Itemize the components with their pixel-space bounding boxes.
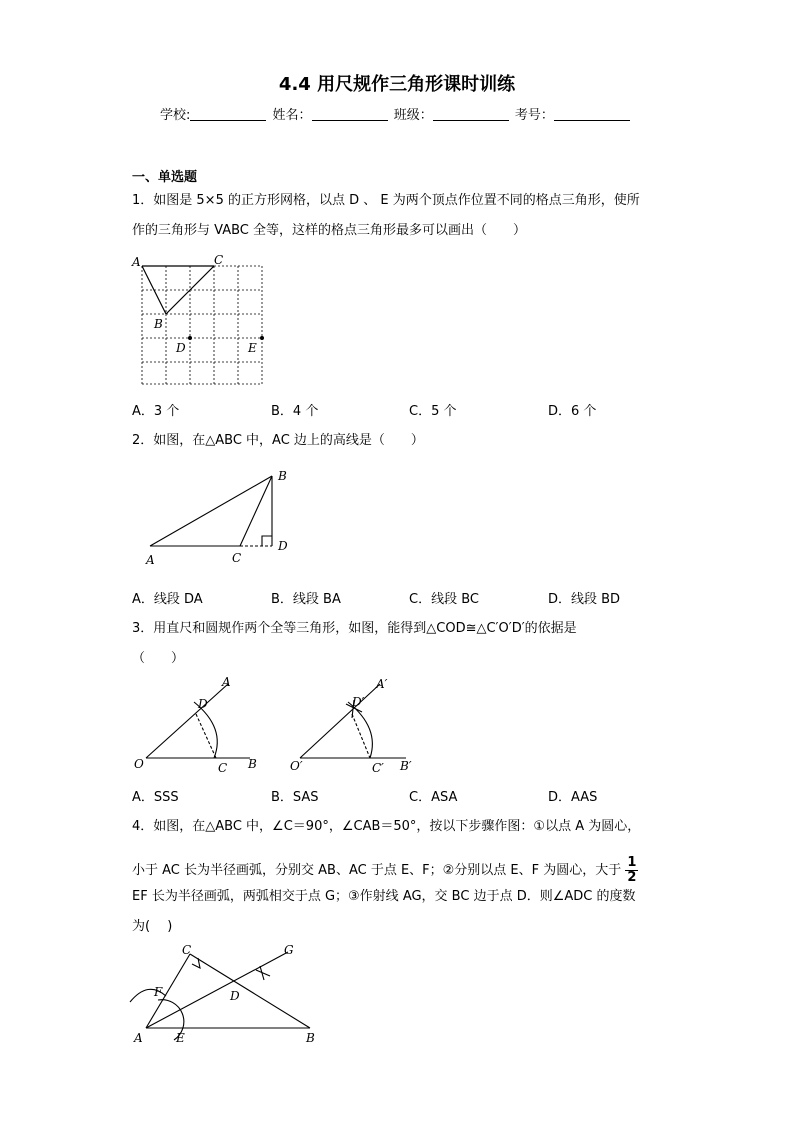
- label-e: E: [176, 1031, 185, 1045]
- page-title: 4.4 用尺规作三角形课时训练: [278, 74, 516, 95]
- class-label: 班级：: [393, 108, 433, 123]
- q2-option-a[interactable]: A．线段 DA: [132, 592, 203, 607]
- school-blank[interactable]: [190, 108, 266, 121]
- fraction-one-half: [625, 856, 638, 885]
- label-d: D: [176, 341, 186, 355]
- q2-option-d[interactable]: D．线段 BD: [548, 592, 621, 607]
- question-3-line-1: 3．用直尺和圆规作两个全等三角形，如图，能得到△COD≅△C′O′D′的依据是: [132, 621, 577, 636]
- label-a: A: [146, 553, 155, 567]
- class-blank[interactable]: [433, 108, 509, 121]
- label-e: E: [248, 341, 257, 355]
- point-d: [188, 336, 192, 340]
- label-c: C: [214, 253, 224, 267]
- label-b-prime: B′: [400, 759, 412, 773]
- question-1-line-1: 1．如图是 5×5 的正方形网格，以点 D 、 E 为两个顶点作位置不同的格点三角形，使所: [132, 193, 640, 208]
- q3-option-c[interactable]: C．ASA: [409, 790, 458, 805]
- q2-option-c[interactable]: C．线段 BC: [409, 592, 479, 607]
- fraction-denominator: 2: [627, 870, 637, 885]
- q1-option-a[interactable]: A．3 个: [132, 404, 180, 419]
- section-title: 一、单选题: [132, 170, 198, 185]
- question-4-line-2-text: 小于 AC 长为半径画弧，分别交 AB、AC 于点 E、F；②分别以点 E、F 为圆心，大于: [132, 863, 622, 878]
- q1-option-d[interactable]: D．6 个: [548, 404, 597, 419]
- label-d-prime: D′: [352, 695, 365, 709]
- triangle-abc-height: [150, 476, 272, 546]
- q3-option-a[interactable]: A．SSS: [132, 790, 179, 805]
- fraction-numerator: 1: [627, 855, 637, 870]
- student-info-line: [160, 104, 632, 123]
- label-o: O: [134, 757, 144, 771]
- exam-no-blank[interactable]: [554, 108, 630, 121]
- name-blank[interactable]: [312, 108, 388, 121]
- question-3-figures: [130, 672, 430, 782]
- label-a-prime: A′: [376, 677, 388, 691]
- label-o-prime: O′: [290, 759, 303, 773]
- q3-option-b[interactable]: B．SAS: [271, 790, 319, 805]
- question-2-line-1: 2．如图，在△ABC 中，AC 边上的高线是（ ）: [132, 433, 424, 448]
- label-f: F: [154, 985, 163, 999]
- label-b: B: [154, 317, 163, 331]
- label-d: D: [198, 697, 208, 711]
- label-c: C: [232, 551, 242, 565]
- question-1-grid-figure: [130, 252, 270, 388]
- label-b: B: [278, 469, 287, 483]
- question-4-line-2: [132, 856, 638, 885]
- question-3-line-2: （ ）: [132, 651, 185, 666]
- q3-option-d[interactable]: D．AAS: [548, 790, 598, 805]
- question-4-figure: [128, 940, 328, 1050]
- label-a: A: [134, 1031, 143, 1045]
- exam-no-label: 考号：: [514, 108, 554, 123]
- q1-option-c[interactable]: C．5 个: [409, 404, 457, 419]
- question-4-line-3: EF 长为半径画弧，两弧相交于点 G；③作射线 AG，交 BC 边于点 D．则∠ADC 的度数: [132, 889, 636, 904]
- label-c: C: [182, 943, 192, 957]
- label-a: A: [132, 255, 141, 269]
- question-1-line-2: 作的三角形与 VABC 全等，这样的格点三角形最多可以画出（ ）: [132, 223, 526, 238]
- school-label: 学校:: [160, 108, 191, 123]
- question-2-figure: [140, 466, 300, 570]
- question-4-line-1: 4．如图，在△ABC 中，∠C＝90°，∠CAB＝50°，按以下步骤作图：①以点 A 为圆心，: [132, 819, 641, 834]
- label-a: A: [222, 675, 231, 689]
- q1-option-b[interactable]: B．4 个: [271, 404, 319, 419]
- label-c-prime: C′: [372, 761, 384, 775]
- name-label: 姓名：: [272, 108, 312, 123]
- label-c: C: [218, 761, 228, 775]
- label-d: D: [278, 539, 288, 553]
- label-b: B: [248, 757, 257, 771]
- angle-aob: [146, 684, 250, 758]
- label-b: B: [306, 1031, 315, 1045]
- point-e: [260, 336, 264, 340]
- q2-option-b[interactable]: B．线段 BA: [271, 592, 341, 607]
- label-d: D: [230, 989, 240, 1003]
- label-g: G: [284, 943, 294, 957]
- question-4-line-4: 为( ): [132, 919, 173, 934]
